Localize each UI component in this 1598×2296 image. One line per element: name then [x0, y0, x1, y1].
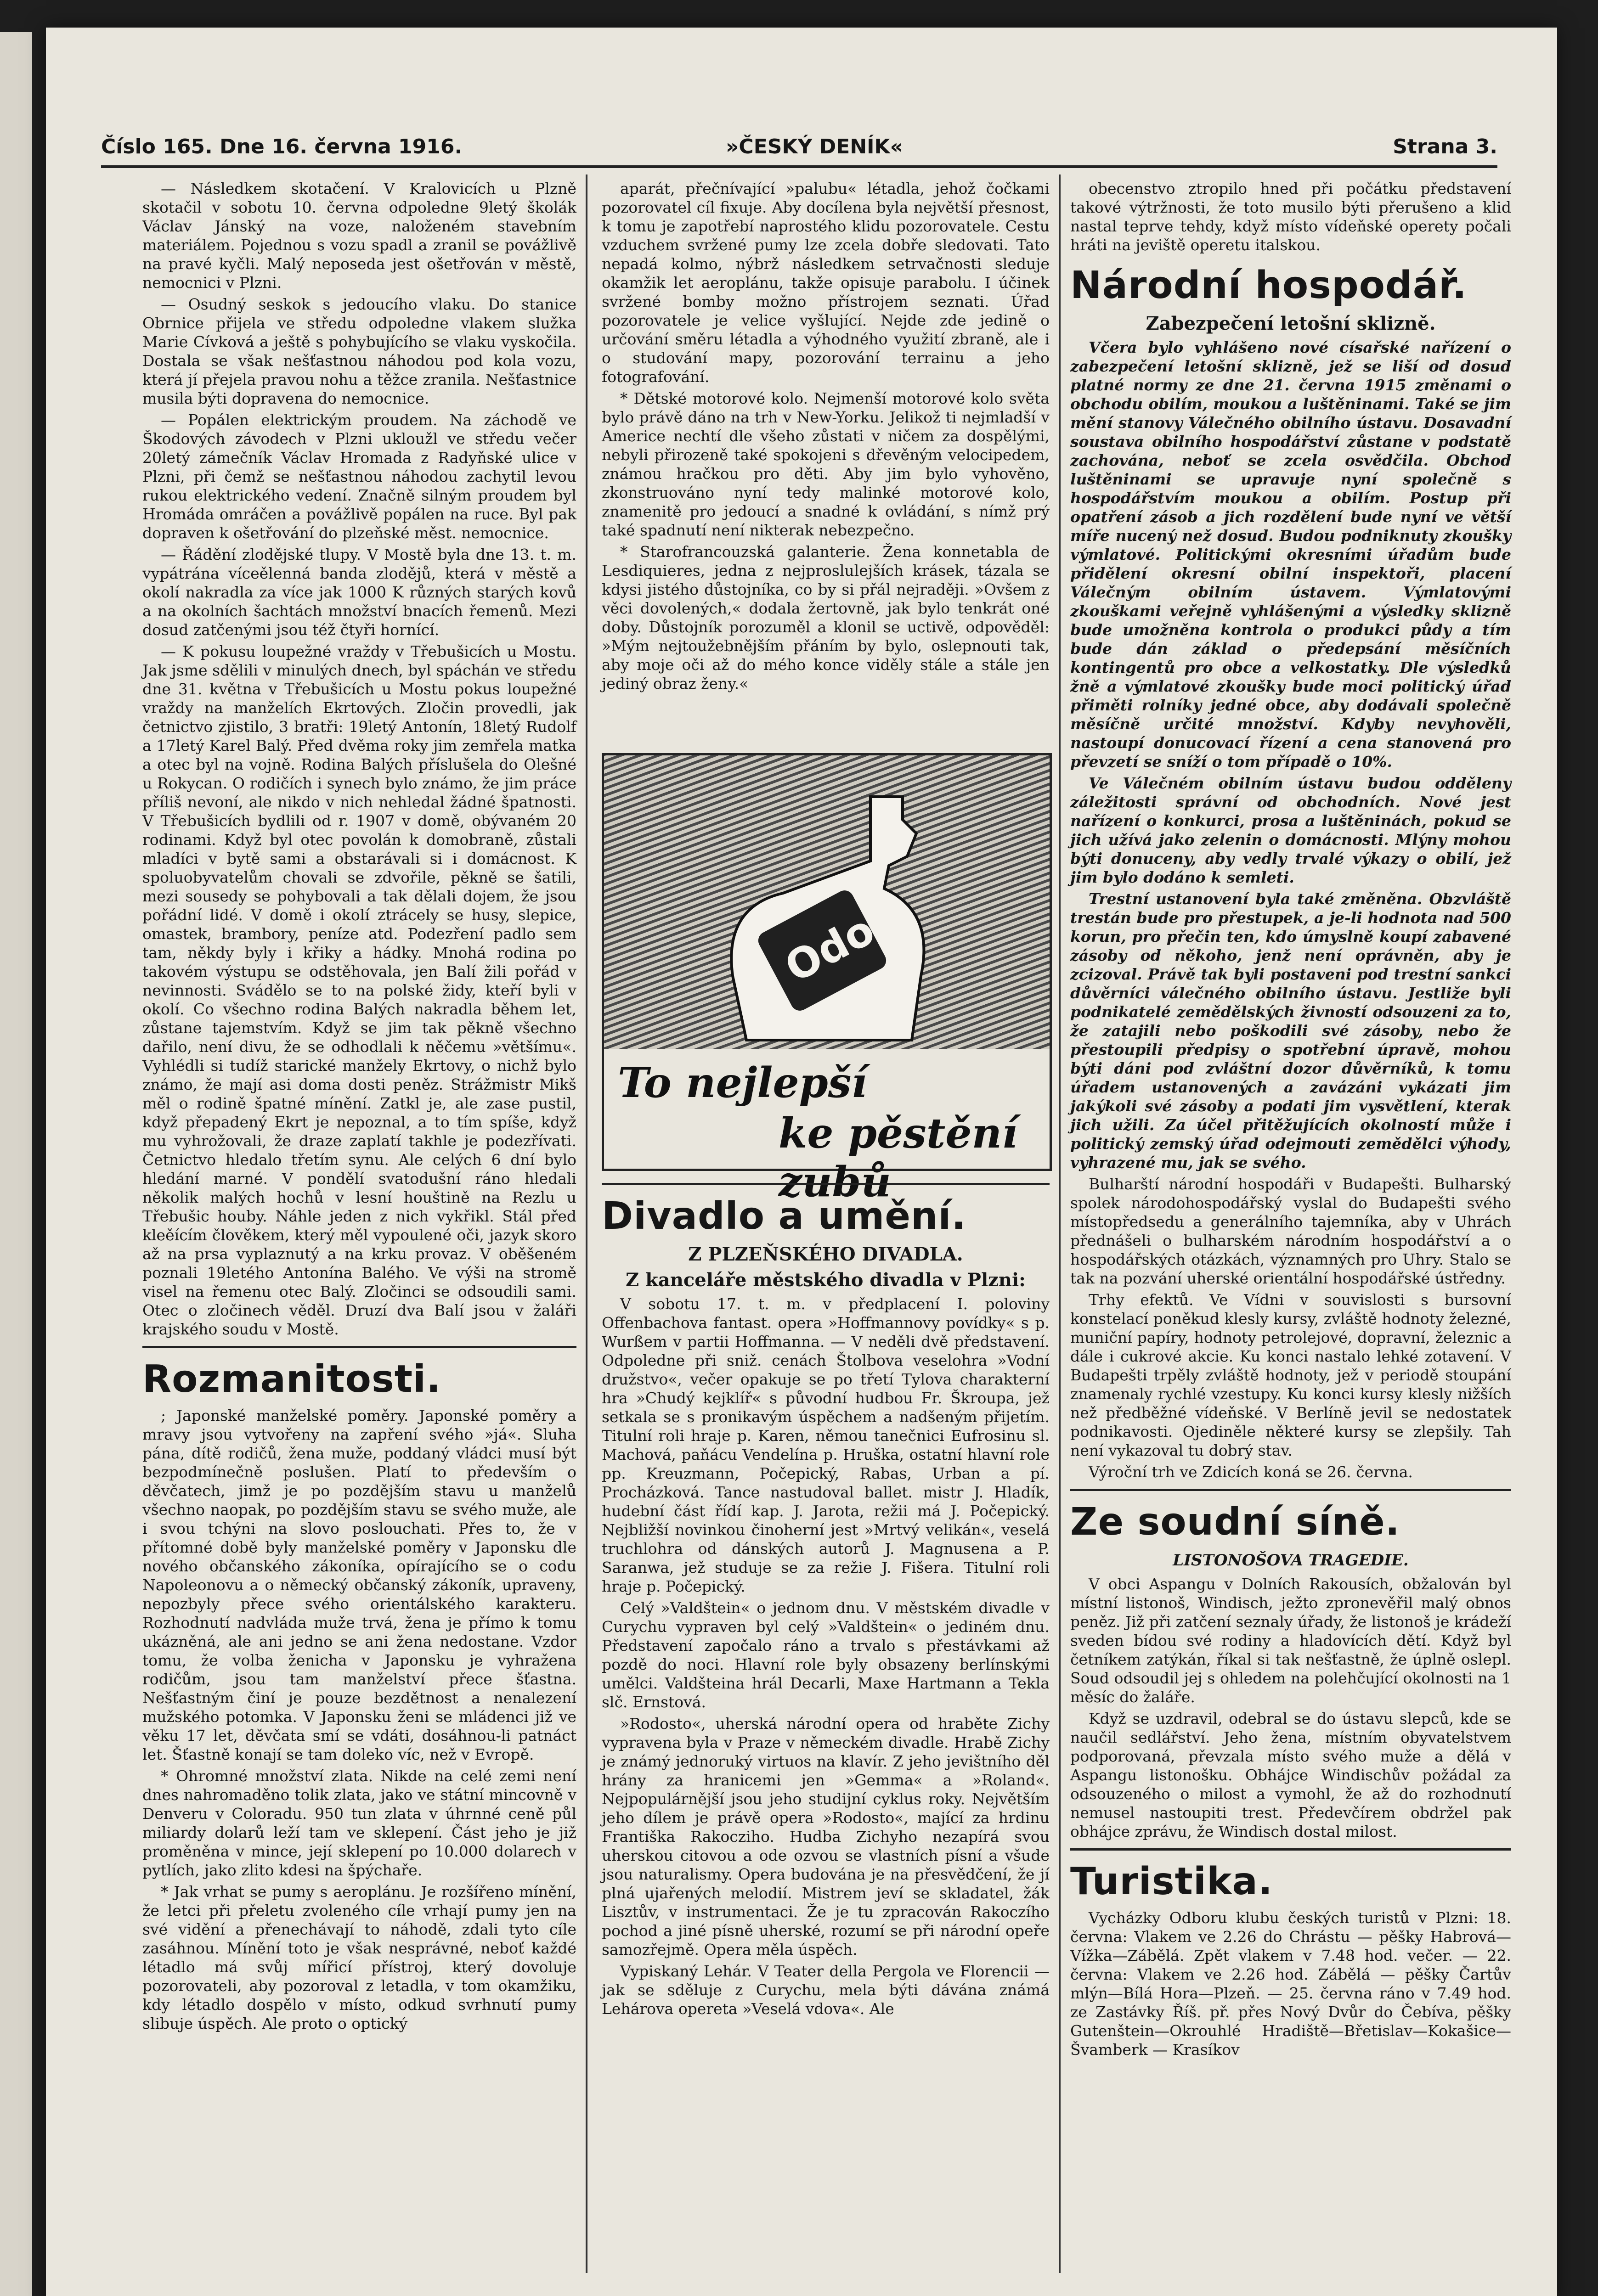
news-item: Celý »Valdštein« o jednom dnu. V městském divadle v Curychu vypraven byl celý »Valdštein« o jediném dnu. Představení započalo ráno a trvalo s přestávkami až pozdě do noci. Hlavní role byly obsazeny berlínskými umělci. Valdšteina hrál Decarli, Maxe Hartmann a Tekla slč. Ernstová.: [602, 1599, 1050, 1711]
news-item: Bulharští národní hospodáři v Budapešti. Bulharský spolek národohospodářský vyslal do Budapešti svého místopředsedu a generálního tajemníka, aby v Uhrách přednášeli o bulharském národním hospodářství a o hospodářských otázkách, významných pro Uhry. Stalo se tak na pozvání uherské orientální hospodářské ústředny.: [1070, 1175, 1511, 1287]
news-item: Když se uzdravil, odebral se do ústavu slepců, kde se naučil sedlářství. Jeho žena, místním obyvatelstvem podporovaná, převzala místo svého muže a dělá v Aspangu listonošku. Obhájce Windischův požádal za odsouzeného o milost a vymohl, že až do rozhodnutí nemusel nastoupiti trest. Předevčírem obdržel pak obhájce zprávu, že Windisch dostal milost.: [1070, 1710, 1511, 1840]
news-item: V sobotu 17. t. m. v předplacení I. poloviny Offenbachova fantast. opera »Hoffmannovy povídky« s p. Wurßem v partii Hoffmanna. — V neděli dvě představení. Odpoledne při sniž. cenách Štolbova veselohra »Vodní družstvo«, večer opakuje se po třetí Tylova charakterní hra »Chudý kejklíř« s původní hudbou Fr. Škroupa, jež setkala se s pronikavým úspěchem a nadšeným přijetím. Titulní roli hraje p. Karen, němou tanečnici Eufrosinu sl. Machová, paňácu Vendelína p. Hruška, ostatní hlavní role pp. Kreuzmann, Počepický, Rabas, Urban a pí. Procházková. Tance nastudoval ballet. mistr J. Hladík, hudební část řídí kap. J. Jarota, režii má J. Počepický. Nejbližší novinkou činoherní jest »Mrtvý velikán«, veselá truchlohra od dánských autorů J. Magnusena a P. Saranwa, jež studuje se za režie J. Fišera. Titulní roli hraje p. Počepický.: [602, 1295, 1050, 1595]
news-item: aparát, přečnívající »palubu« létadla, jehož čočkami pozorovatel cíl fixuje. Aby docílena byla největší přesnost, k tomu je zapotřebí naprostého klidu pozorovatele. Cestu vzduchem svržené pumy lze zcela dobře sledovati. Tato nepadá kolmo, nýbrž následkem setrvačnosti sleduje okamžik let aeroplánu, takže opisuje parabolu. I účinek svržené bomby možno přístrojem seznati. Úřad pozorovatele je velice vyšlující. Nejde zde jedině o určování směru létadla a výhodného využití zbraně, ale i o studování mapy, pozorování terrainu a jeho fotografování.: [602, 180, 1050, 386]
page-number: Strana 3.: [1393, 135, 1497, 158]
news-item: * Ohromné množství zlata. Nikde na celé zemi není dnes nahromaděno tolik zlata, jako ve státní mincovně v Denveru v Coloradu. 950 tun zlata v úhrnné ceně půl miliardy dolarů leží tam ve sklepení. Část jeho je již proměněna v mince, její sklepení po 10.000 dolarech v pytlích, jako zlito kdesi na špýchaře.: [142, 1767, 576, 1879]
newspaper-title: »ČESKÝ DENÍK«: [726, 135, 903, 158]
news-item: Vypiskaný Lehár. V Teater della Pergola ve Florencii — jak se sděluje z Curychu, mela býti dávána známá Lehárova opereta »Veselá vdova«. Ale: [602, 1962, 1050, 2018]
news-item: — Následkem skotačení. V Kralovicích u Plzně skotačil v sobotu 10. června odpoledne 9letý školák Václav Jánský na voze, naloženém stavebním materiálem. Pojednou s vozu spadl a zranil se povážlivě na pravé kyčli. Malý neposeda jest ošetřován v městě, nemocnici v Plzni.: [142, 180, 576, 292]
column-1: [142, 179, 576, 2278]
news-item: — Řádění zlodějské tlupy. V Mostě byla dne 13. t. m. vypátrána víceělenná banda zlodějů, která v městě a okolí nakradla za více jak 1000 K různých starých kovů a na okolních šachtách množství bnacích řemenů. Mezi dosud zatčenými jsou též čtyři hornící.: [142, 546, 576, 639]
masthead: [101, 124, 1497, 168]
news-item: Výroční trh ve Zdicích koná se 26. června.: [1089, 1463, 1413, 1481]
issue-date: Číslo 165. Dne 16. června 1916.: [101, 135, 463, 158]
section-rule: [1070, 1848, 1511, 1851]
subheading: Zabezpečení letošní sklizně.: [1146, 313, 1436, 334]
news-item: Trhy efektů. Ve Vídni v souvislosti s bursovní konstelací poněkud klesly kursy, zvláště hodnoty železné, muniční papíry, hodnoty petrolejové, dopravní, železnic a dále i cukrové akcie. Ku konci nastalo lehké zotavení. V Budapešti trpěly zvláště hodnoty, jež v periodě stoupání znamenaly rychlé vzestupy. Ku konci kursy klesly nižších než předběžné vídeňské. V Berlíně jevil se nedostatek podnikavosti. Ojediněle některé kursy se zlepšily. Tah není vykazoval tu dobrý stav.: [1070, 1291, 1511, 1459]
news-item: Vycházky Odboru klubu českých turistů v Plzni: 18. června: Vlakem ve 2.26 do Chrástu — pěšky Habrová—Vížka—Zábělá. Zpět vlakem v 7.48 hod. večer. — 22. června: Vlakem ve 2.26 hod. Zábělá — pěšky Čartův mlýn—Bílá Hora—Plzeň. — 25. června ráno v 7.49 hod. ze Zastávky Říš. př. přes Nový Dvůr do Čebíva, pěšky Gutenštein—Okrouhlé Hradiště—Břetislav—Kokašice—Švamberk — Krasíkov: [1070, 1909, 1511, 2059]
section-heading-turistika: Turistika.: [1070, 1860, 1273, 1903]
section-rule: [602, 1183, 1050, 1185]
column-2-bottom: [602, 1176, 1050, 2273]
news-item: — Popálen elektrickým proudem. Na záchodě ve Škodových závodech v Plzni ukloužl ve středu večer 20letý zámečník Václav Hromada z Radyňské ulice v Plzni, při čemž se nešťastnou náhodou zachytil levou rukou elektrického vedení. Značně silným proudem byl Hromáda omráčen a povážlivě popálen na ruce. Byl pak dopraven k ošetřování do plzeňské měst. nemocnice.: [142, 411, 576, 542]
section-rule: [142, 1346, 576, 1348]
column-2-top: [602, 179, 1050, 744]
odol-brand-label: Odol: [777, 899, 895, 992]
column-rule: [1059, 174, 1061, 2273]
section-rule: [1070, 1489, 1511, 1491]
odol-bottle-illustration: [719, 792, 935, 1049]
news-item: ; Japonské manželské poměry. Japonské poměry a mravy jsou vytvořeny na zapření svého »já«. Sluha pána, dítě rodičů, žena muže, poddaný vládci musí být bezpodmínečně poslušen. Platí to především o děvčatech, jimž je po pozdějším stavu u manželů všechno naopak, po pozdějším stavu se svého muže, ale i svou tchýni na slovo poslouchati. Přes to, že v přítomné době byly manželské poměry v Japonsku dle nového občanského zákoníka, opírajícího se o codu Napoleonovu a o německý občanský zákoník, upraveny, nepozbyly přece svého orientálského karakteru. Rozhodnutí nadvláda muže trvá, žena je přímo k tomu ukázněná, ale ani jedno se ani žena nedostane. Vzdor tomu, že volba ženicha v Japonsku je vyhražena rodičům, jsou tam manželství přece šťastna. Nešťastným činí je pouze bezdětnost a nenalezení mužského potomka. V Japonsku ženi se mládenci již ve věku 17 let, děvčata smí se vdáti, dosáhnou-li patnáct let. Šťastně konají se tam doleko víc, než v Evropě.: [142, 1407, 576, 1763]
subheading: LISTONOŠOVA TRAGEDIE.: [1173, 1551, 1409, 1570]
ad-slogan-line-2: ke pěstění zubů: [779, 1109, 1018, 1206]
section-heading-soudni-sin: Ze soudní síně.: [1070, 1500, 1400, 1544]
subheading: Z PLZEŇSKÉHO DIVADLA.: [688, 1244, 963, 1265]
subheading: Z kanceláře městského divadla v Plzni:: [626, 1269, 1026, 1291]
ad-caption: [604, 1049, 1050, 1206]
news-item: Včera bylo vyhlášeno nové císařské nařízení o zabezpečení letošní sklizně, jež se liší od dosud platné normy ze dne 21. června 1915 změnami o obchodu obilím, moukou a luštěninami. Také se jim mění stanovy Válečného obilního ústavu. Dosavadní soustava obilního hospodářství zůstane v podstatě zachována, neboť se zcela osvědčila. Obchod luštěninami se upravuje nyní společně s hospodářstvím moukou a obilím. Postup při opatření zásob a jich rozdělení bude nyní ve větší míře nucený než dosud. Budou podniknuty zkoušky výmlatové. Politickými okresními úřadům bude přidělení okresní obilní inspektoři, placení Válečným obilním ústavem. Výmlatovými zkouškami veřejně vyhlášenými a výsledky sklizně bude umožněna kontrola o produkci půdy a tím bude dán základ o předepsání měsíčních kontingentů pro obce a velkostatky. Dle výsledků žně a výmlatové zkoušky bude moci politický úřad přiměti rolníky jedné obce, aby dodávali společně měsíčně určité množství. Kdyby nevyhověli, nastoupí donucovací řízení a cena stanovená pro převzetí se sníží o tom případě o 10%.: [1070, 338, 1511, 771]
news-item: »Rodosto«, uherská národní opera od hraběte Zichy vypravena byla v Praze v německém divadle. Hrabě Zichy je známý jednoruký virtuos na klavír. Z jeho jevištního děl hrány za hranicemi jen »Gemma« a »Roland«. Nejpopulárnější jsou jeho studijní cyklus roky. Největším jeho dílem je právě opera »Rodosto«, mající za hrdinu Františka Rakocziho. Hudba Zichyho nezapírá svou uherskou citovou a ode ozvou se vlastních písní a všude jsou naturalismy. Opera budována je na přesvědčení, že jí plná ujařených melodií. Mistrem jeví se skladatel, žák Lisztův, v instrumentaci. Že je tu zpracován Rakoczího pochod a jiné písně uherské, rozumí se při národní opeře samozřejmě. Opera měla úspěch.: [602, 1715, 1050, 1958]
news-item: obecenstvo ztropilo hned při počátku představení takové výtržnosti, že toto musilo býti přerušeno a klid nastal teprve tehdy, když místo vídeňské operety počali hráti na jeviště operetu italskou.: [1070, 180, 1511, 254]
news-item: * Starofrancouzská galanterie. Žena konnetabla de Lesdiquieres, jedna z nejproslulejších krásek, tázala se kdysi jistého důstojníka, co by si přál nejraději. »Ovšem z věci dovolených,« dodala žertovně, jak bylo tenkrát oné doby. Důstojník porozuměl a klonil se uctivě, odpověděl: »Mým nejtoužebnějším přáním by bylo, oslepnouti tak, aby moje oči až do mého konce viděly stále a stále jen jediný obraz ženy.«: [602, 543, 1050, 692]
news-item: * Jak vrhat se pumy s aeroplánu. Je rozšířeno mínění, že letci při přeletu zvoleného cíle vrhají pumy jen na své vidění a přenechávají to náhodě, zdali tyto cíle zasáhnou. Mínění toto je však nesprávné, neboť každé létadlo má svůj mířicí přístroj, který dovoluje pozorovateli, aby pozoroval z letadla, v tom okamžiku, kdy létadlo dospělo v místo, odkud svrhnutí pumy slibuje úspěch. Ale proto o optický: [142, 1883, 576, 2032]
odol-advertisement: [602, 753, 1052, 1206]
news-item: Ve Válečném obilním ústavu budou odděleny záležitosti správní od obchodních. Nové jest nařízení o konkurci, prosa a luštěninách, pokud se jich užívá jako zelenin o domácnosti. Mlýny mohou býti donuceny, aby vedly trvalé výkazy o obilí, jež jim bylo dodáno k semleti.: [1070, 774, 1511, 886]
section-heading-narodni-hospodar: Národní hospodář.: [1070, 264, 1467, 307]
news-item: V obci Aspangu v Dolních Rakousích, obžalován byl místní listonoš, Windisch, ježto zpronevěřil malý obnos peněz. Již při zatčení seznaly úřady, že listonoš je krádeží sveden bídou své rodiny a hladovících dětí. Když byl četníkem zatýkán, říkal si tak nešťastně, že úplně oslepl. Soud odsoudil jej s ohledem na polehčující okolnosti na 1 měsíc do žaláře.: [1070, 1575, 1511, 1706]
news-item: — K pokusu loupežné vraždy v Třebušicích u Mostu. Jak jsme sdělili v minulých dnech, byl spáchán ve středu dne 31. května v Třebušicích u Mostu pokus loupežné vraždy na manželích Ekrtových. Zločin provedli, jak četnictvo zjistilo, 3 bratři: 19letý Antonín, 18letý Rudolf a 17letý Karel Balý. Před dvěma roky jim zemřela matka a otec byl na vojně. Rodina Balých příslušela do Olešné u Rokycan. O rodičích i synech bylo známo, že jim práce příliš nevoní, ale nikdo v nich nehledal žádné špatnosti. V Třebušicích bydlili od r. 1907 v domě, obývaném 20 rodinami. Když byl otec povolán k domobraně, zůstali mladíci v bytě sami a obstarávali si i domácnost. K spoluobyvatelům chovali se zdvořile, pěkně se šatili, mezi sousedy se pohybovali a tak dělali dojem, že jsou pořádní lidé. V domě i okolí ztrácely se husy, slepice, omastek, brambory, peníze atd. Podezření padlo sem tam, někdy byly i křiky a hádky. Mnohá rodina po takovém výstupu se odstěhovala, jen Balí žili pořád v nevinnosti. Svádělo se to na polské židy, kteří byli v okolí. Co všechno rodina Balých nakradla během let, zůstane tajemstvím. Když se jim tak pěkně všechno dařilo, není divu, že se odhodlali k něčemu »většímu«. Vyhlédli si tudíž starické manžely Ekrtovy, o nichž bylo známo, že mají asi doma dosti peněz. Strážmistr Mikš měl o rodině špatné mínění. Zatkl je, ale zase pustil, když přepadený Ekrt je nepoznal, a to tím spíše, když mu vyhrožovali, že draze zaplatí takhle je podezřívati. Četnictvo hledalo třetím synu. Ale celých 6 dní bylo hledání marné. V pondělí svatodušní ráno hledali několik malých hochů v lesní houštině na Rezlu u Třebušic houby. Náhle jeden z nich vykřikl. Stál před kleěícím člověkem, který měl vypoulené oči, jazyk skoro až na prsa vyplaznutý a na krku provaz. V oběšeném poznali 19letého Antonína Balého. Ve výši na stromě visel na řemenu otec Balý. Zločinci se odsoudili sami. Otec o zločinech věděl. Druzí dva Balí jsou v žaláři krajského soudu v Mostě.: [142, 642, 576, 1338]
adjacent-page-edge: [0, 32, 32, 2296]
section-heading-rozmanitosti: Rozmanitosti.: [142, 1357, 441, 1401]
column-3: [1070, 179, 1511, 2278]
column-rule: [586, 174, 587, 2273]
news-item: — Osudný seskok s jedoucího vlaku. Do stanice Obrnice přijela ve středu odpoledne vlakem služka Marie Cívková a ještě s pohybujícího se vlaku vyskočila. Dostala se však nešťastnou náhodou pod kola vozu, která jí přejela pravou nohu a těžce zranila. Nešťastnice musila býti dopravena do nemocnice.: [142, 295, 576, 407]
news-item: * Dětské motorové kolo. Nejmenší motorové kolo světa bylo právě dáno na trh v New-Yorku. Jelikož ti nejmladší v Americe nechtí dle všeho zůstati v ničem za dospělými, nebyli přirozeně také spokojeni s dřevěným velocipedem, známou hračkou pro děti. Aby jim bylo vyhověno, zkonstruováno nyní tedy malinké motorové kolo, znamenitě pro jedoucí a snadné k ovládání, s nímž prý také spadnutí není nikterak nebezpečno.: [602, 389, 1050, 539]
section-heading-divadlo: Divadlo a umění.: [602, 1194, 966, 1238]
ad-slogan-line-1: To nejlepší: [618, 1058, 867, 1107]
news-item: Trestní ustanovení byla také změněna. Obzvláště trestán bude pro přestupek, a je-li hodnota nad 500 korun, pro přečin ten, kdo úmyslně koupí zabavené zásoby od někoho, jenž není oprávněn, aby je zcizoval. Právě tak byli postaveni pod trestní sankci důvěrníci válečného obilního ústavu. Jestliže byli podnikatelé zemědělských živností odsouzeni za to, že zatajili nebo poškodili své zásoby, nebo že přestoupili předpisy o spotřební úpravě, mohou býti dáni pod zvláštní dozor důvěrníků, k tomu úřadem ustanovených a zavázáni vykázati jim jakýkoli své zásoby a podati jim vysvětlení, kterak jich užili. Za účel přitěžujících okolností může i politický zemský úřad odejmouti zemědělci výhody, vyhrazené mu, jak se svého.: [1070, 890, 1511, 1171]
